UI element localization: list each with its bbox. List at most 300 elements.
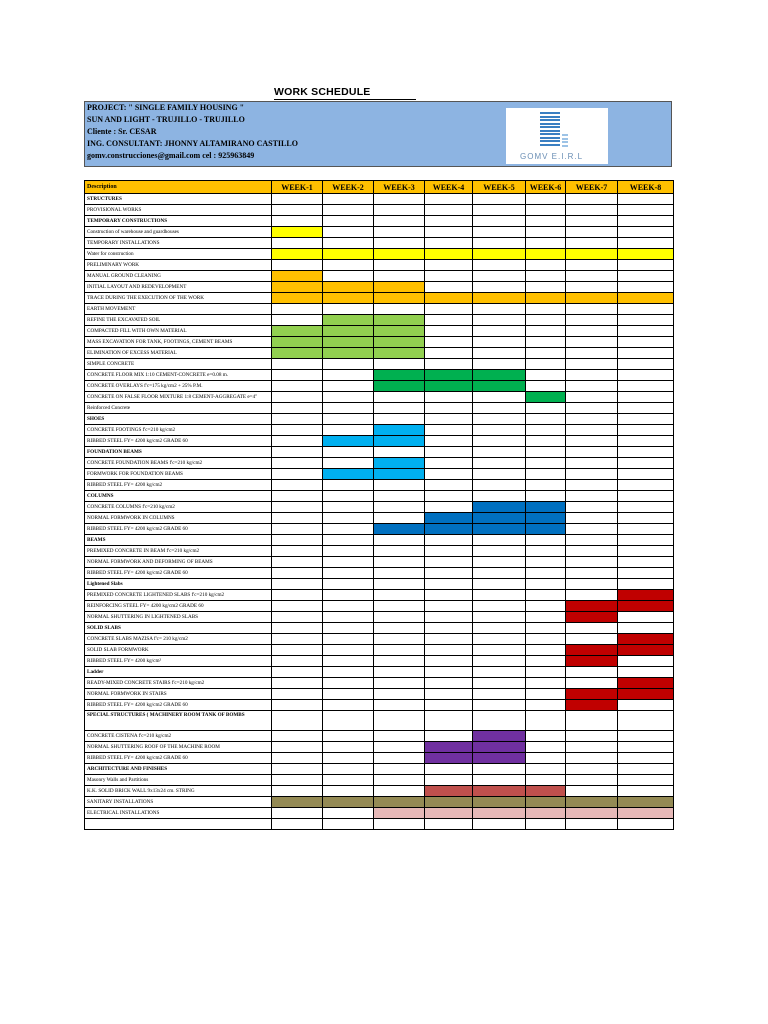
- week-cell-3: [374, 634, 425, 645]
- week-cell-4: [425, 348, 473, 359]
- activity-label: STRUCTURES: [85, 194, 272, 205]
- week-cell-8: [618, 557, 674, 568]
- activity-label: NORMAL FORMWORK AND DEFORMING OF BEAMS: [85, 557, 272, 568]
- activity-label: RIBBED STEEL FY= 4200 kg/cm²: [85, 656, 272, 667]
- activity-label: Lightened Slabs: [85, 579, 272, 590]
- week-cell-6: [526, 326, 566, 337]
- week-cell-5: [473, 282, 526, 293]
- week-cell-4: [425, 403, 473, 414]
- week-cell-5: [473, 359, 526, 370]
- schedule-row: [85, 742, 674, 753]
- week-cell-5: [473, 524, 526, 535]
- week-cell-1: [272, 502, 323, 513]
- week-cell-8: [618, 205, 674, 216]
- week-cell-5: [473, 568, 526, 579]
- week-cell-6: [526, 359, 566, 370]
- week-cell-7: [566, 480, 618, 491]
- week-cell-8: [618, 513, 674, 524]
- week-cell-5: [473, 742, 526, 753]
- week-cell-2: [323, 260, 374, 271]
- week-cell-3: [374, 282, 425, 293]
- week-cell-1: [272, 249, 323, 260]
- week-cell-3: [374, 786, 425, 797]
- week-cell-7: [566, 370, 618, 381]
- week-cell-2: [323, 194, 374, 205]
- week-cell-4: [425, 667, 473, 678]
- week-header-4: WEEK-4: [425, 181, 473, 194]
- week-cell-1: [272, 304, 323, 315]
- week-cell-3: [374, 480, 425, 491]
- week-cell-2: [323, 513, 374, 524]
- week-cell-2: [323, 469, 374, 480]
- week-cell-3: [374, 742, 425, 753]
- week-cell-7: [566, 797, 618, 808]
- schedule-row: [85, 425, 674, 436]
- week-cell-4: [425, 524, 473, 535]
- week-cell-4: [425, 590, 473, 601]
- week-cell-7: [566, 238, 618, 249]
- week-cell-6: [526, 260, 566, 271]
- week-cell-7: [566, 612, 618, 623]
- week-cell-8: [618, 797, 674, 808]
- week-cell-3: [374, 227, 425, 238]
- week-cell-1: [272, 808, 323, 819]
- week-cell-8: [618, 315, 674, 326]
- activity-label: ELECTRICAL INSTALLATIONS: [85, 808, 272, 819]
- week-cell-5: [473, 819, 526, 830]
- week-cell-1: [272, 425, 323, 436]
- week-cell-1: [272, 403, 323, 414]
- week-cell-1: [272, 458, 323, 469]
- page-title: WORK SCHEDULE: [274, 86, 416, 100]
- week-cell-1: [272, 260, 323, 271]
- week-cell-8: [618, 271, 674, 282]
- activity-label: CONCRETE ON FALSE FLOOR MIXTURE 1:8 CEMENT-AGGREGATE e=4": [85, 392, 272, 403]
- week-cell-4: [425, 711, 473, 731]
- week-cell-6: [526, 601, 566, 612]
- week-cell-8: [618, 590, 674, 601]
- week-cell-8: [618, 667, 674, 678]
- week-cell-7: [566, 436, 618, 447]
- week-cell-6: [526, 645, 566, 656]
- activity-label: K.K. SOLID BRICK WALL 9x13x24 cm. STRING: [85, 786, 272, 797]
- week-cell-8: [618, 216, 674, 227]
- schedule-row: [85, 414, 674, 425]
- week-cell-4: [425, 271, 473, 282]
- week-cell-5: [473, 447, 526, 458]
- week-cell-6: [526, 392, 566, 403]
- week-cell-2: [323, 227, 374, 238]
- week-cell-2: [323, 249, 374, 260]
- week-cell-5: [473, 381, 526, 392]
- week-cell-5: [473, 546, 526, 557]
- week-cell-5: [473, 304, 526, 315]
- schedule-row: [85, 753, 674, 764]
- schedule-table: [84, 180, 674, 830]
- week-cell-8: [618, 491, 674, 502]
- week-cell-3: [374, 524, 425, 535]
- schedule-row: [85, 601, 674, 612]
- week-cell-3: [374, 667, 425, 678]
- week-cell-3: [374, 601, 425, 612]
- week-cell-1: [272, 348, 323, 359]
- week-cell-8: [618, 304, 674, 315]
- week-cell-1: [272, 742, 323, 753]
- schedule-row: [85, 667, 674, 678]
- activity-label: MASS EXCAVATION FOR TANK, FOOTINGS, CEMENT BEAMS: [85, 337, 272, 348]
- week-cell-6: [526, 249, 566, 260]
- week-cell-3: [374, 194, 425, 205]
- schedule-row: [85, 786, 674, 797]
- week-cell-7: [566, 205, 618, 216]
- schedule-row: [85, 491, 674, 502]
- week-cell-5: [473, 337, 526, 348]
- week-cell-2: [323, 711, 374, 731]
- week-cell-6: [526, 700, 566, 711]
- week-cell-6: [526, 414, 566, 425]
- week-cell-4: [425, 260, 473, 271]
- week-cell-2: [323, 348, 374, 359]
- week-cell-6: [526, 458, 566, 469]
- activity-label: Masonry Walls and Partitions: [85, 775, 272, 786]
- week-cell-6: [526, 447, 566, 458]
- contact-info: gomv.construcciones@gmail.com cel : 925963849: [87, 151, 255, 160]
- week-cell-8: [618, 337, 674, 348]
- week-cell-3: [374, 711, 425, 731]
- week-cell-7: [566, 601, 618, 612]
- week-cell-3: [374, 797, 425, 808]
- schedule-row: [85, 436, 674, 447]
- week-cell-2: [323, 271, 374, 282]
- week-cell-6: [526, 742, 566, 753]
- week-cell-4: [425, 731, 473, 742]
- week-cell-7: [566, 304, 618, 315]
- week-cell-8: [618, 612, 674, 623]
- week-cell-3: [374, 216, 425, 227]
- week-cell-3: [374, 238, 425, 249]
- week-cell-3: [374, 260, 425, 271]
- week-cell-1: [272, 786, 323, 797]
- schedule-row: [85, 645, 674, 656]
- week-cell-1: [272, 797, 323, 808]
- week-cell-4: [425, 491, 473, 502]
- week-cell-7: [566, 348, 618, 359]
- week-cell-3: [374, 700, 425, 711]
- activity-label: RIBBED STEEL FY= 4200 kg/cm2 GRADE 60: [85, 436, 272, 447]
- schedule-row: [85, 359, 674, 370]
- week-cell-5: [473, 656, 526, 667]
- week-cell-6: [526, 634, 566, 645]
- activity-label: CONCRETE COLUMNS f'c=210 kg/cm2: [85, 502, 272, 513]
- schedule-row: [85, 447, 674, 458]
- week-cell-8: [618, 546, 674, 557]
- week-cell-7: [566, 546, 618, 557]
- week-cell-1: [272, 513, 323, 524]
- week-cell-7: [566, 623, 618, 634]
- week-cell-3: [374, 293, 425, 304]
- activity-label: NORMAL SHUTTERING IN LIGHTENED SLABS: [85, 612, 272, 623]
- week-cell-8: [618, 678, 674, 689]
- activity-label: READY-MIXED CONCRETE STAIRS f'c=210 kg/cm2: [85, 678, 272, 689]
- week-cell-2: [323, 557, 374, 568]
- week-cell-5: [473, 271, 526, 282]
- activity-label: RIBBED STEEL FY= 4200 kg/cm2 GRADE 60: [85, 524, 272, 535]
- schedule-row: [85, 238, 674, 249]
- week-cell-7: [566, 645, 618, 656]
- week-cell-4: [425, 612, 473, 623]
- week-cell-4: [425, 535, 473, 546]
- week-cell-2: [323, 579, 374, 590]
- week-cell-3: [374, 623, 425, 634]
- activity-label: PROVISIONAL WORKS: [85, 205, 272, 216]
- week-cell-6: [526, 216, 566, 227]
- week-cell-4: [425, 447, 473, 458]
- week-cell-8: [618, 249, 674, 260]
- schedule-row: [85, 337, 674, 348]
- week-cell-3: [374, 315, 425, 326]
- week-cell-5: [473, 414, 526, 425]
- week-cell-1: [272, 337, 323, 348]
- week-cell-7: [566, 326, 618, 337]
- week-cell-8: [618, 579, 674, 590]
- week-cell-2: [323, 381, 374, 392]
- week-cell-2: [323, 656, 374, 667]
- week-cell-3: [374, 579, 425, 590]
- week-cell-2: [323, 238, 374, 249]
- week-cell-6: [526, 491, 566, 502]
- week-cell-8: [618, 326, 674, 337]
- week-cell-3: [374, 513, 425, 524]
- week-cell-1: [272, 480, 323, 491]
- week-cell-6: [526, 282, 566, 293]
- week-cell-6: [526, 348, 566, 359]
- week-cell-3: [374, 819, 425, 830]
- activity-label: INITIAL LAYOUT AND REDEVELOPMENT: [85, 282, 272, 293]
- week-cell-4: [425, 436, 473, 447]
- week-cell-3: [374, 370, 425, 381]
- week-cell-5: [473, 491, 526, 502]
- week-cell-6: [526, 764, 566, 775]
- week-cell-2: [323, 205, 374, 216]
- activity-label: TRACE DURING THE EXECUTION OF THE WORK: [85, 293, 272, 304]
- schedule-row: [85, 711, 674, 731]
- week-cell-7: [566, 425, 618, 436]
- week-cell-6: [526, 524, 566, 535]
- description-header: Description: [85, 181, 272, 194]
- week-cell-8: [618, 535, 674, 546]
- schedule-row: [85, 513, 674, 524]
- week-cell-2: [323, 293, 374, 304]
- week-cell-2: [323, 403, 374, 414]
- week-cell-4: [425, 469, 473, 480]
- week-cell-6: [526, 304, 566, 315]
- week-cell-6: [526, 775, 566, 786]
- week-cell-3: [374, 425, 425, 436]
- week-cell-2: [323, 775, 374, 786]
- week-cell-1: [272, 392, 323, 403]
- schedule-row: [85, 546, 674, 557]
- week-cell-5: [473, 678, 526, 689]
- week-cell-5: [473, 238, 526, 249]
- week-cell-8: [618, 731, 674, 742]
- schedule-row: [85, 579, 674, 590]
- week-cell-7: [566, 271, 618, 282]
- week-cell-7: [566, 293, 618, 304]
- week-cell-7: [566, 535, 618, 546]
- week-cell-3: [374, 535, 425, 546]
- week-cell-6: [526, 194, 566, 205]
- week-cell-5: [473, 731, 526, 742]
- schedule-row: [85, 282, 674, 293]
- schedule-row: [85, 819, 674, 830]
- client-name: Cliente : Sr. CESAR: [87, 127, 157, 136]
- week-cell-2: [323, 678, 374, 689]
- week-cell-8: [618, 194, 674, 205]
- week-cell-2: [323, 623, 374, 634]
- week-cell-4: [425, 425, 473, 436]
- week-cell-4: [425, 458, 473, 469]
- activity-label: RIBBED STEEL FY= 4200 kg/cm2 GRADE 60: [85, 700, 272, 711]
- schedule-row: [85, 524, 674, 535]
- schedule-row: [85, 634, 674, 645]
- activity-label: FOUNDATION BEAMS: [85, 447, 272, 458]
- week-cell-5: [473, 764, 526, 775]
- week-cell-8: [618, 381, 674, 392]
- week-cell-2: [323, 425, 374, 436]
- week-cell-5: [473, 612, 526, 623]
- week-cell-2: [323, 502, 374, 513]
- week-cell-1: [272, 293, 323, 304]
- week-cell-5: [473, 623, 526, 634]
- week-cell-5: [473, 293, 526, 304]
- week-cell-2: [323, 337, 374, 348]
- week-cell-3: [374, 205, 425, 216]
- week-cell-6: [526, 227, 566, 238]
- week-cell-2: [323, 436, 374, 447]
- schedule-row: [85, 260, 674, 271]
- week-cell-6: [526, 590, 566, 601]
- schedule-row: [85, 480, 674, 491]
- week-cell-1: [272, 381, 323, 392]
- company-logo: [506, 108, 608, 164]
- week-cell-2: [323, 797, 374, 808]
- week-cell-8: [618, 436, 674, 447]
- week-cell-2: [323, 315, 374, 326]
- week-cell-2: [323, 634, 374, 645]
- week-cell-4: [425, 392, 473, 403]
- week-cell-5: [473, 326, 526, 337]
- week-cell-1: [272, 469, 323, 480]
- week-cell-7: [566, 249, 618, 260]
- activity-label: CONCRETE FLOOR MIX 1:10 CEMENT-CONCRETE e=0.08 m.: [85, 370, 272, 381]
- week-header-6: WEEK-6: [526, 181, 566, 194]
- building-small-icon: [562, 134, 568, 150]
- schedule-row: [85, 205, 674, 216]
- week-cell-7: [566, 447, 618, 458]
- week-cell-4: [425, 623, 473, 634]
- schedule-row: [85, 348, 674, 359]
- schedule-row: [85, 304, 674, 315]
- week-cell-3: [374, 469, 425, 480]
- activity-label: Ladder: [85, 667, 272, 678]
- week-cell-3: [374, 753, 425, 764]
- week-cell-7: [566, 337, 618, 348]
- week-cell-8: [618, 370, 674, 381]
- week-cell-5: [473, 458, 526, 469]
- week-cell-6: [526, 568, 566, 579]
- week-cell-8: [618, 524, 674, 535]
- week-cell-6: [526, 557, 566, 568]
- project-location: SUN AND LIGHT - TRUJILLO - TRUJILLO: [87, 115, 245, 124]
- week-cell-4: [425, 205, 473, 216]
- schedule-row: [85, 381, 674, 392]
- week-cell-4: [425, 282, 473, 293]
- week-cell-7: [566, 634, 618, 645]
- week-cell-5: [473, 370, 526, 381]
- week-cell-3: [374, 678, 425, 689]
- project-header: [84, 101, 672, 167]
- week-cell-8: [618, 819, 674, 830]
- week-cell-1: [272, 535, 323, 546]
- week-cell-1: [272, 623, 323, 634]
- week-cell-8: [618, 293, 674, 304]
- project-name: PROJECT: " SINGLE FAMILY HOUSING ": [87, 103, 245, 112]
- week-cell-2: [323, 753, 374, 764]
- week-cell-1: [272, 700, 323, 711]
- week-cell-5: [473, 260, 526, 271]
- project-info: [87, 102, 298, 162]
- schedule-row: [85, 623, 674, 634]
- activity-label: SOLID SLABS: [85, 623, 272, 634]
- week-cell-3: [374, 764, 425, 775]
- week-cell-1: [272, 315, 323, 326]
- week-cell-2: [323, 524, 374, 535]
- week-cell-1: [272, 227, 323, 238]
- activity-label: Reinforced Concrete: [85, 403, 272, 414]
- week-cell-4: [425, 359, 473, 370]
- activity-label: CONCRETE OVERLAYS f'c=175 kg/cm2 + 25% P.M.: [85, 381, 272, 392]
- week-cell-8: [618, 634, 674, 645]
- week-cell-7: [566, 764, 618, 775]
- week-cell-2: [323, 819, 374, 830]
- activity-label: REINFORCING STEEL FY= 4200 kg/cm2 GRADE 60: [85, 601, 272, 612]
- week-cell-5: [473, 480, 526, 491]
- week-cell-4: [425, 786, 473, 797]
- week-cell-5: [473, 227, 526, 238]
- activity-label: Water for construction: [85, 249, 272, 260]
- week-cell-6: [526, 753, 566, 764]
- consultant-name: ING. CONSULTANT: JHONNY ALTAMIRANO CASTILLO: [87, 139, 298, 148]
- week-cell-2: [323, 447, 374, 458]
- week-cell-5: [473, 645, 526, 656]
- week-cell-6: [526, 271, 566, 282]
- week-cell-1: [272, 546, 323, 557]
- week-cell-4: [425, 775, 473, 786]
- week-cell-1: [272, 711, 323, 731]
- week-cell-3: [374, 502, 425, 513]
- schedule-row: [85, 469, 674, 480]
- week-cell-7: [566, 819, 618, 830]
- week-cell-8: [618, 786, 674, 797]
- week-cell-8: [618, 700, 674, 711]
- week-cell-5: [473, 786, 526, 797]
- week-cell-2: [323, 667, 374, 678]
- schedule-row: [85, 293, 674, 304]
- week-cell-4: [425, 819, 473, 830]
- schedule-header-row: [85, 181, 674, 194]
- activity-label: NORMAL FORMWORK IN COLUMNS: [85, 513, 272, 524]
- week-cell-8: [618, 568, 674, 579]
